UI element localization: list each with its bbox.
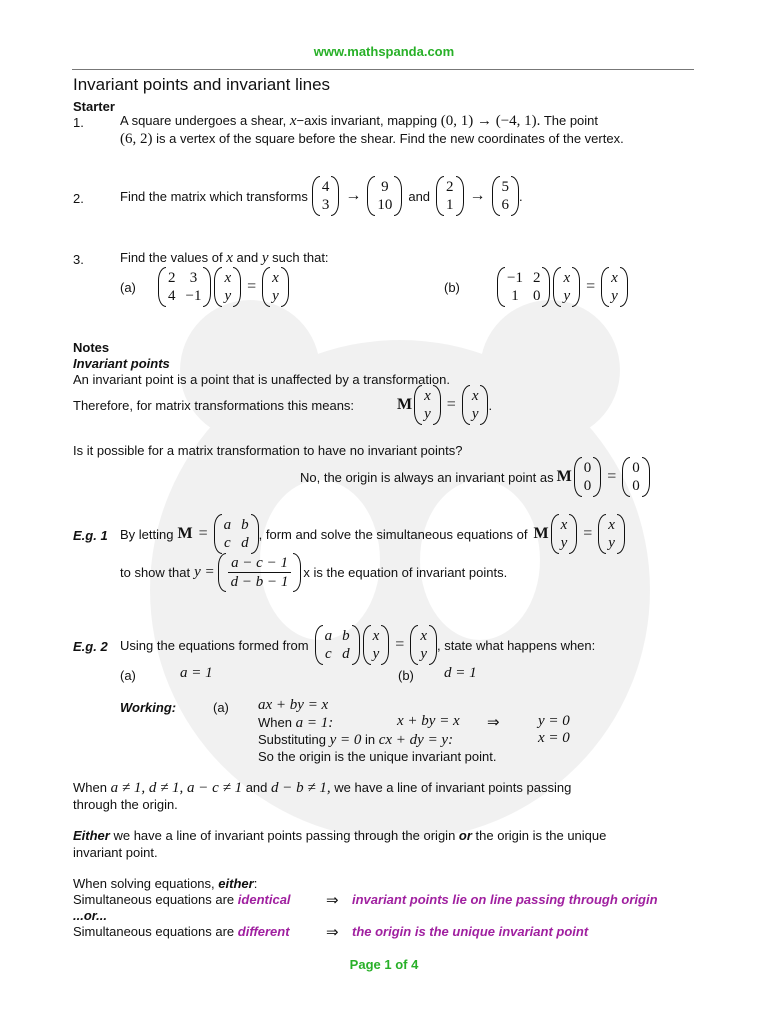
notes-answer: No, the origin is always an invariant point as M 0 0 = 0 0 <box>300 457 650 497</box>
q3a-label: (a) <box>120 280 136 295</box>
or-line: ...or... <box>73 908 107 923</box>
site-url[interactable]: www.mathspanda.com <box>313 44 455 59</box>
header-divider <box>72 69 694 70</box>
eg2-label: E.g. 2 <box>73 639 108 654</box>
page-number: Page 1 of 4 <box>349 957 419 972</box>
implies-symbol: ⇒ <box>487 715 500 731</box>
either-line2: invariant point. <box>73 845 158 860</box>
q1-number: 1. <box>73 115 84 130</box>
eg2-line1: Using the equations formed from a b c d x y = x y , state what happens when: <box>120 625 595 665</box>
eg1-line1: By letting M = a b c d , form and solve the simultaneous equations of M x y = x y <box>120 514 625 554</box>
working-line2-pre: When a = 1: <box>258 715 334 731</box>
different-line: Simultaneous equations are different <box>73 924 290 939</box>
conclusion-line1: When a ≠ 1, d ≠ 1, a − c ≠ 1 and d − b ≠ 1, we have a line of invariant points passing <box>73 780 572 796</box>
working-line2-result: y = 0 <box>538 713 570 729</box>
notes-definition: An invariant point is a point that is unaffected by a transformation. <box>73 372 450 387</box>
q1-line2: (6, 2) is a vertex of the square before the shear. Find the new coordinates of the vertex. <box>120 131 624 147</box>
notes-question: Is it possible for a matrix transformation to have no invariant points? <box>73 443 463 458</box>
eg1-label: E.g. 1 <box>73 528 108 543</box>
eg2-a-label: (a) <box>120 668 136 683</box>
eg2-a-condition: a = 1 <box>180 665 213 681</box>
working-line2-eq: x + by = x <box>397 713 460 729</box>
working-label: Working: <box>120 700 177 715</box>
implies-symbol-different: ⇒ <box>326 925 339 941</box>
q1-line1: A square undergoes a shear, x−axis invariant, mapping (0, 1) → (−4, 1). The point <box>120 113 599 129</box>
q3-number: 3. <box>73 252 84 267</box>
q3b-equation: −1 2 1 0 x y = x y <box>497 267 628 307</box>
starter-heading: Starter <box>73 99 115 114</box>
identical-result: invariant points lie on line passing through origin <box>352 892 658 907</box>
q3a-equation: 2 3 4 −1 x y = x y <box>158 267 289 307</box>
either-line1: Either we have a line of invariant points passing through the origin or the origin is the unique <box>73 828 607 843</box>
working-line1: ax + by = x <box>258 697 329 713</box>
conclusion-line2: through the origin. <box>73 797 178 812</box>
vector-9-10: 9 10 <box>367 176 402 216</box>
eg2-b-condition: d = 1 <box>444 665 477 681</box>
notes-subheading: Invariant points <box>73 356 170 371</box>
eg1-line2: to show that y = $\frac{a - c - 1}{d - b - 1}$ x is the equation of invariant points. <box>120 555 508 590</box>
q3b-label: (b) <box>444 280 460 295</box>
working-line4: So the origin is the unique invariant point. <box>258 749 497 764</box>
notes-therefore: Therefore, for matrix transformations this means: <box>73 398 355 413</box>
eg2-b-label: (b) <box>398 668 414 683</box>
working-a-label: (a) <box>213 700 229 715</box>
working-line3-result: x = 0 <box>538 730 570 746</box>
q2-line: Find the matrix which transforms 4 3 → 9 10 and 2 1 → 5 6 . <box>120 176 523 216</box>
vector-2-1: 2 1 <box>436 176 464 216</box>
q3-text: Find the values of x and y such that: <box>120 250 329 266</box>
identical-line: Simultaneous equations are identical <box>73 892 291 907</box>
invariant-equation: M x y = x y . <box>397 385 492 425</box>
different-result: the origin is the unique invariant point <box>352 924 589 939</box>
vector-4-3: 4 3 <box>312 176 340 216</box>
implies-symbol-identical: ⇒ <box>326 893 339 909</box>
vector-5-6: 5 6 <box>492 176 520 216</box>
q2-number: 2. <box>73 191 84 206</box>
working-line3: Substituting y = 0 in cx + dy = y: <box>258 732 454 748</box>
page-title: Invariant points and invariant lines <box>73 75 331 94</box>
solving-line: When solving equations, either: <box>73 876 258 891</box>
notes-heading: Notes <box>73 340 110 355</box>
